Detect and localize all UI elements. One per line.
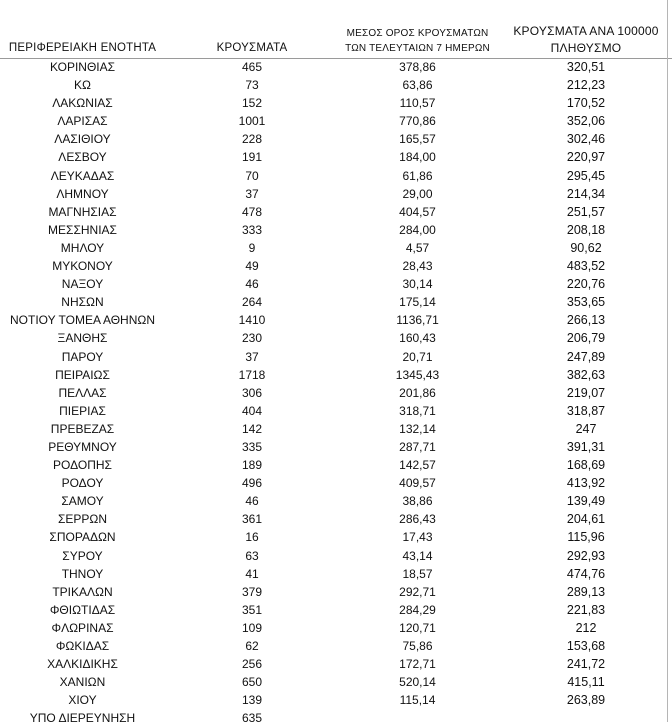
table-row [0, 655, 672, 673]
header-avg-line1: ΜΕΣΟΣ ΟΡΟΣ ΚΡΟΥΣΜΑΤΩΝ [346, 28, 489, 39]
cell-region: ΛΑΣΙΘΙΟΥ [54, 132, 111, 147]
cell-cases-per-100000: 90,62 [570, 240, 602, 255]
table-row [0, 203, 672, 221]
cell-seven-day-average: 17,43 [402, 530, 433, 545]
cell-cases: 73 [245, 78, 259, 93]
cell-region: ΣΕΡΡΩΝ [57, 512, 108, 527]
cell-cases-per-100000: 247,89 [566, 349, 606, 364]
table-row [0, 293, 672, 311]
table-row [0, 492, 672, 510]
cell-cases: 306 [241, 385, 263, 400]
cell-region: ΞΑΝΘΗΣ [57, 331, 108, 346]
cell-region: ΣΠΟΡΑΔΩΝ [49, 530, 116, 545]
cell-cases-per-100000: 289,13 [566, 584, 606, 599]
table-header [0, 0, 672, 59]
cell-region: ΝΗΣΩΝ [61, 295, 104, 310]
table-row [0, 239, 672, 257]
cell-region: ΛΕΣΒΟΥ [58, 150, 107, 165]
cell-seven-day-average: 29,00 [402, 186, 433, 201]
cell-cases: 335 [241, 439, 263, 454]
cell-cases: 333 [241, 222, 263, 237]
cell-cases-per-100000: 220,97 [566, 150, 606, 165]
cell-region: ΚΩ [74, 78, 91, 93]
cell-cases: 256 [241, 657, 263, 672]
table-row [0, 384, 672, 402]
cell-region: ΣΑΜΟΥ [61, 494, 104, 509]
cell-cases-per-100000: 204,61 [566, 512, 606, 527]
cell-cases: 49 [245, 259, 259, 274]
cell-region: ΡΕΘΥΜΝΟΥ [48, 439, 117, 454]
cell-cases: 404 [241, 403, 263, 418]
table-row [0, 456, 672, 474]
cell-seven-day-average: 115,14 [399, 693, 436, 708]
cell-seven-day-average: 43,14 [402, 548, 433, 563]
cell-seven-day-average: 160,43 [399, 331, 436, 346]
header-cases-per-100000 [500, 23, 672, 57]
cell-cases: 264 [241, 295, 263, 310]
table-row [0, 565, 672, 583]
table-row [0, 311, 672, 329]
cell-cases: 139 [241, 693, 263, 708]
cell-region: ΤΡΙΚΑΛΩΝ [52, 584, 113, 599]
cell-cases-per-100000: 320,51 [566, 60, 606, 74]
cell-cases: 1410 [238, 313, 266, 328]
cell-cases: 9 [248, 240, 256, 255]
cell-seven-day-average: 28,43 [402, 259, 433, 274]
cell-seven-day-average: 284,00 [399, 222, 436, 237]
cell-seven-day-average: 409,57 [399, 476, 436, 491]
cell-cases: 189 [241, 458, 263, 473]
cell-cases: 70 [245, 168, 259, 183]
cell-cases-per-100000: 266,13 [566, 313, 606, 328]
cell-seven-day-average: 286,43 [399, 512, 436, 527]
table-row [0, 709, 672, 722]
cell-cases-per-100000: 483,52 [566, 259, 606, 274]
cell-cases-per-100000: 474,76 [566, 566, 606, 581]
cell-cases: 46 [245, 494, 259, 509]
cell-cases: 152 [241, 96, 263, 111]
cell-cases: 109 [241, 620, 263, 635]
cell-cases-per-100000: 220,76 [566, 277, 606, 292]
cell-cases: 478 [241, 204, 263, 219]
cell-seven-day-average: 18,57 [402, 566, 433, 581]
cell-region: ΛΗΜΝΟΥ [56, 186, 109, 201]
table-row [0, 94, 672, 112]
cell-region: ΠΙΕΡΙΑΣ [59, 403, 106, 418]
cell-cases-per-100000: 170,52 [566, 96, 606, 111]
table-row [0, 547, 672, 565]
cell-cases: 230 [241, 331, 263, 346]
table-row [0, 76, 672, 94]
cell-cases-per-100000: 302,46 [566, 132, 606, 147]
cell-seven-day-average: 132,14 [399, 421, 436, 436]
cell-cases-per-100000: 153,68 [566, 639, 606, 653]
cell-seven-day-average: 404,57 [399, 204, 436, 219]
cell-seven-day-average: 520,14 [399, 675, 436, 690]
cell-region: ΛΕΥΚΑΔΑΣ [50, 168, 115, 183]
table-row [0, 673, 672, 691]
cell-region: ΣΥΡΟΥ [62, 548, 103, 563]
cell-seven-day-average: 75,86 [402, 639, 433, 653]
cell-cases: 496 [241, 476, 263, 491]
cell-region: ΠΕΛΛΑΣ [58, 385, 107, 400]
cell-region: ΝΑΞΟΥ [61, 277, 104, 292]
table-row [0, 438, 672, 456]
cell-cases: 142 [241, 421, 263, 436]
cell-cases: 228 [241, 132, 263, 147]
cell-cases-per-100000: 263,89 [566, 693, 606, 708]
cell-seven-day-average: 1136,71 [396, 313, 439, 328]
cell-cases: 16 [245, 530, 259, 545]
cell-cases-per-100000: 208,18 [566, 222, 606, 237]
cell-cases-per-100000: 353,65 [566, 295, 606, 310]
cell-region: ΛΑΡΙΣΑΣ [57, 114, 108, 129]
table-row [0, 130, 672, 148]
cell-cases: 191 [241, 150, 263, 165]
cell-seven-day-average: 4,57 [405, 240, 430, 255]
table-row [0, 348, 672, 366]
cell-region: ΠΡΕΒΕΖΑΣ [50, 421, 115, 436]
header-avg-line2: ΤΩΝ ΤΕΛΕΥΤΑΙΩΝ 7 ΗΜΕΡΩΝ [345, 43, 490, 54]
cell-seven-day-average: 165,57 [399, 132, 436, 147]
cell-cases: 37 [245, 186, 259, 201]
cell-region: ΡΟΔΟΠΗΣ [53, 458, 112, 473]
header-seven-day-average [335, 26, 500, 56]
cell-seven-day-average: 770,86 [399, 114, 436, 129]
cell-region: ΡΟΔΟΥ [61, 476, 104, 491]
cell-seven-day-average: 38,86 [402, 494, 433, 509]
cell-region: ΦΩΚΙΔΑΣ [55, 639, 110, 653]
cell-cases: 62 [245, 639, 259, 653]
cell-seven-day-average: 1345,43 [395, 367, 440, 382]
table-row [0, 510, 672, 528]
table-row [0, 148, 672, 166]
cell-region: ΧΙΟΥ [68, 693, 97, 708]
cell-cases: 635 [241, 711, 263, 722]
table-row [0, 691, 672, 709]
cell-cases-per-100000: 292,93 [566, 548, 606, 563]
cell-seven-day-average: 292,71 [399, 584, 436, 599]
table-row [0, 112, 672, 130]
table-row [0, 420, 672, 438]
cell-cases: 41 [245, 566, 259, 581]
cell-cases-per-100000: 318,87 [566, 403, 606, 418]
cell-seven-day-average: 201,86 [399, 385, 436, 400]
table-row [0, 257, 672, 275]
cell-seven-day-average: 61,86 [402, 168, 433, 183]
cell-cases: 1001 [238, 114, 266, 129]
cell-cases-per-100000: 221,83 [566, 602, 606, 617]
table-row [0, 58, 672, 76]
header-per-line2: ΠΛΗΘΥΣΜΟ [550, 41, 622, 55]
cell-seven-day-average: 184,00 [399, 150, 436, 165]
cell-seven-day-average: 284,29 [399, 602, 436, 617]
cell-cases-per-100000: 206,79 [566, 331, 606, 346]
cell-region: ΠΑΡΟΥ [61, 349, 104, 364]
cell-region: ΧΑΝΙΩΝ [59, 675, 106, 690]
table-row [0, 402, 672, 420]
cell-seven-day-average: 318,71 [399, 403, 436, 418]
cell-seven-day-average: 175,14 [399, 295, 436, 310]
cell-seven-day-average: 378,86 [399, 60, 436, 74]
cell-cases: 351 [241, 602, 263, 617]
cell-seven-day-average: 120,71 [399, 620, 436, 635]
cell-region: ΝΟΤΙΟΥ ΤΟΜΕΑ ΑΘΗΝΩΝ [9, 313, 156, 328]
cell-seven-day-average: 20,71 [402, 349, 433, 364]
table-row [0, 601, 672, 619]
table-row [0, 619, 672, 637]
table-row [0, 167, 672, 185]
table-row [0, 583, 672, 601]
table-row [0, 474, 672, 492]
cell-region: ΦΛΩΡΙΝΑΣ [51, 620, 114, 635]
cell-region: ΦΘΙΩΤΙΔΑΣ [49, 602, 116, 617]
cell-region: ΥΠΟ ΔΙΕΡΕΥΝΗΣΗ [29, 711, 136, 722]
cell-seven-day-average: 30,14 [402, 277, 433, 292]
cell-region: ΜΥΚΟΝΟΥ [52, 259, 113, 274]
cell-cases: 63 [245, 548, 259, 563]
header-per-line1: ΚΡΟΥΣΜΑΤΑ ΑΝΑ 100000 [513, 24, 659, 38]
cell-cases: 465 [241, 60, 263, 74]
cell-cases-per-100000: 212,23 [566, 78, 606, 93]
cell-seven-day-average: 142,57 [399, 458, 436, 473]
cell-cases-per-100000: 115,96 [567, 530, 605, 545]
cell-cases-per-100000: 212 [575, 620, 597, 635]
table-row [0, 366, 672, 384]
table-row [0, 528, 672, 546]
cell-cases-per-100000: 352,06 [566, 114, 606, 129]
cell-region: ΜΕΣΣΗΝΙΑΣ [48, 222, 117, 237]
table-row [0, 275, 672, 293]
cell-cases-per-100000: 168,69 [566, 458, 606, 473]
header-cases: ΚΡΟΥΣΜΑΤΑ [216, 42, 288, 54]
cell-region: ΜΑΓΝΗΣΙΑΣ [48, 204, 117, 219]
cell-cases-per-100000: 251,57 [566, 204, 606, 219]
cell-cases-per-100000: 241,72 [566, 657, 606, 672]
table-row [0, 637, 672, 655]
header-region: ΠΕΡΙΦΕΡΕΙΑΚΗ ΕΝΟΤΗΤΑ [8, 42, 157, 54]
cell-cases-per-100000: 391,31 [566, 439, 606, 454]
cell-cases-per-100000: 247 [575, 421, 597, 436]
cell-region: ΧΑΛΚΙΔΙΚΗΣ [47, 657, 118, 672]
cell-cases: 46 [245, 277, 259, 292]
cell-cases-per-100000: 382,63 [566, 367, 606, 382]
table-body [0, 58, 672, 722]
cell-seven-day-average: 287,71 [399, 439, 436, 454]
cell-cases-per-100000: 139,49 [566, 494, 606, 509]
table-row [0, 329, 672, 347]
cell-seven-day-average: 110,57 [399, 96, 436, 111]
cell-region: ΤΗΝΟΥ [61, 566, 104, 581]
cell-cases: 361 [241, 512, 263, 527]
cell-cases-per-100000: 214,34 [566, 186, 606, 201]
cell-region: ΠΕΙΡΑΙΩΣ [55, 367, 110, 382]
cell-region: ΛΑΚΩΝΙΑΣ [52, 96, 113, 111]
cell-seven-day-average: 172,71 [399, 657, 436, 672]
table-row [0, 185, 672, 203]
cell-region: ΚΟΡΙΝΘΙΑΣ [49, 60, 116, 74]
cell-cases-per-100000: 295,45 [566, 168, 606, 183]
cell-cases-per-100000: 415,11 [567, 675, 605, 690]
table-row [0, 221, 672, 239]
cell-region: ΜΗΛΟΥ [60, 240, 105, 255]
cell-cases: 379 [241, 584, 263, 599]
cell-cases-per-100000: 219,07 [566, 385, 606, 400]
cell-cases-per-100000: 413,92 [566, 476, 606, 491]
cell-cases: 1718 [238, 367, 266, 382]
cell-seven-day-average: 63,86 [402, 78, 433, 93]
cell-cases: 650 [241, 675, 263, 690]
cell-cases: 37 [245, 349, 259, 364]
